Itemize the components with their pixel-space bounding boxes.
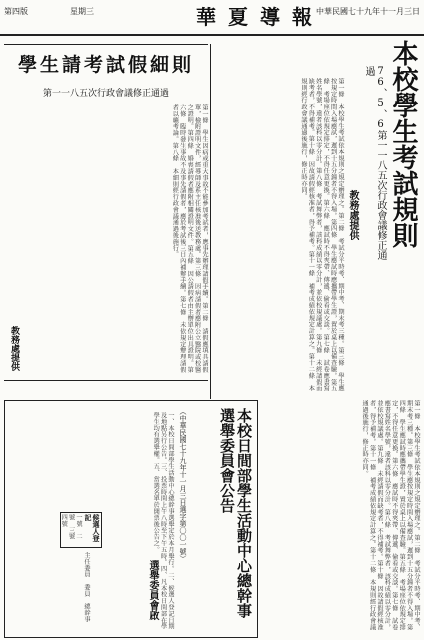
issue-date: 中華民國七十九年十一月三日 (316, 7, 420, 16)
page-header (0, 0, 424, 36)
right-article-title: 本校學生考試規則 (388, 40, 418, 248)
issue-weekday: 星期三 (70, 7, 94, 16)
notice-issuer: 選舉委員會啟 (147, 560, 158, 620)
notice-reference: （中華民國七十九年十一月三日選字第〇〇一號） (179, 408, 187, 562)
column-divider (210, 44, 211, 399)
right-article-subtitle: 76、5、6第一一八五次行政會議修正通過 (363, 66, 386, 260)
left-article-title: 學生請考試假細則 (17, 54, 194, 76)
masthead: 華夏導報 (196, 5, 324, 29)
left-article-provider: 教務處提供 (9, 326, 19, 371)
committee-members: 主任委員 委員 總幹事 (83, 552, 90, 623)
notice-title: 本校日間部學生活動中心總幹事選舉委員會公告 (218, 408, 253, 618)
right-article-body-upper: 第一條 本校學生考試依本規則之規定辦理之。第二條 考試分平時考、期中考、期末考三種。第三條 學生應按規定時間入場應試，遲到十五分鐘者不得入場。第四條 學生應試時應攜帶學生證，置於桌上以備查驗。第五條 考場座位依規定排定，不得任意更換。第六條 應試時不得夾帶、傳遞、偷看或交談。第七條 試卷應書寫姓名學號，違者該科以零分計。第八條 考試舞弊者，該科成績以零分計，並依校規議處。第九條 未經請假而缺考者，不得補考。第十條 因故請假經核准者，得予補考。第十一條 補考成績依規定計算之。第十二條 本規則經行政會議通過後施行，修正時亦同。 (299, 78, 344, 392)
candidate-box-label: 候選人登記 (84, 514, 101, 542)
right-article-provider: 教務處提供 (347, 190, 358, 240)
notice-body: 一、本校日間部學生活動中心總幹事選舉定於本月舉行。二、候選人登記日期及地點另行公告。三、投票時間上午八時至下午五時。四、凡本校日間部在學學生均有選舉權。五、當選名單於開票後公告之。 (152, 412, 174, 630)
page-number: 第四版 (4, 7, 28, 16)
left-article-subtitle: 第一一八五次行政會議修正通過 (42, 89, 169, 99)
right-article-body-lower: 第一條 本校學生考試依本規則之規定辦理之。第二條 考試分平時考、期中考、期末考三種。第三條 學生應按規定時間入場應試，遲到十五分鐘者不得入場。第四條 學生應試時應攜帶學生證，置於桌上以備查驗。第五條 考場座位依規定排定，不得任意更換。第六條 應試時不得夾帶、傳遞、偷看或交談。第七條 試卷應書寫姓名學號，違者該科以零分計。第八條 考試舞弊者，該科成績以零分計，並依校規議處。第九條 未經請假而缺考者，不得補考。第十條 因故請假經核准者，得予補考。第十一條 補考成績依規定計算之。第十二條 本規則經行政會議通過後施行，修正時亦同。 (361, 400, 420, 631)
left-article-body: 第一條 學生因病或重大事故不能參加考試者，應事先辦理請假手續。第二條 請假應填具請假單，檢附證明文件，經導師及系主任核准後送教務處。第三條 因病請假者應附公立醫院或校醫之證明。第四條 婚喪請假者應附相關證明文件。第五條 因公請假者由主辦單位出具證明。第六條 臨時發生事故不及事先請假者，應於考試後三日內補辦手續。第七條 未依規定辦理請假者以曠考論。第八條 本細則經行政會議通過後施行。 (171, 104, 208, 373)
divider (4, 380, 208, 381)
candidate-box-body: 一號 二號 三號 四號 (60, 514, 82, 547)
divider (4, 44, 208, 45)
